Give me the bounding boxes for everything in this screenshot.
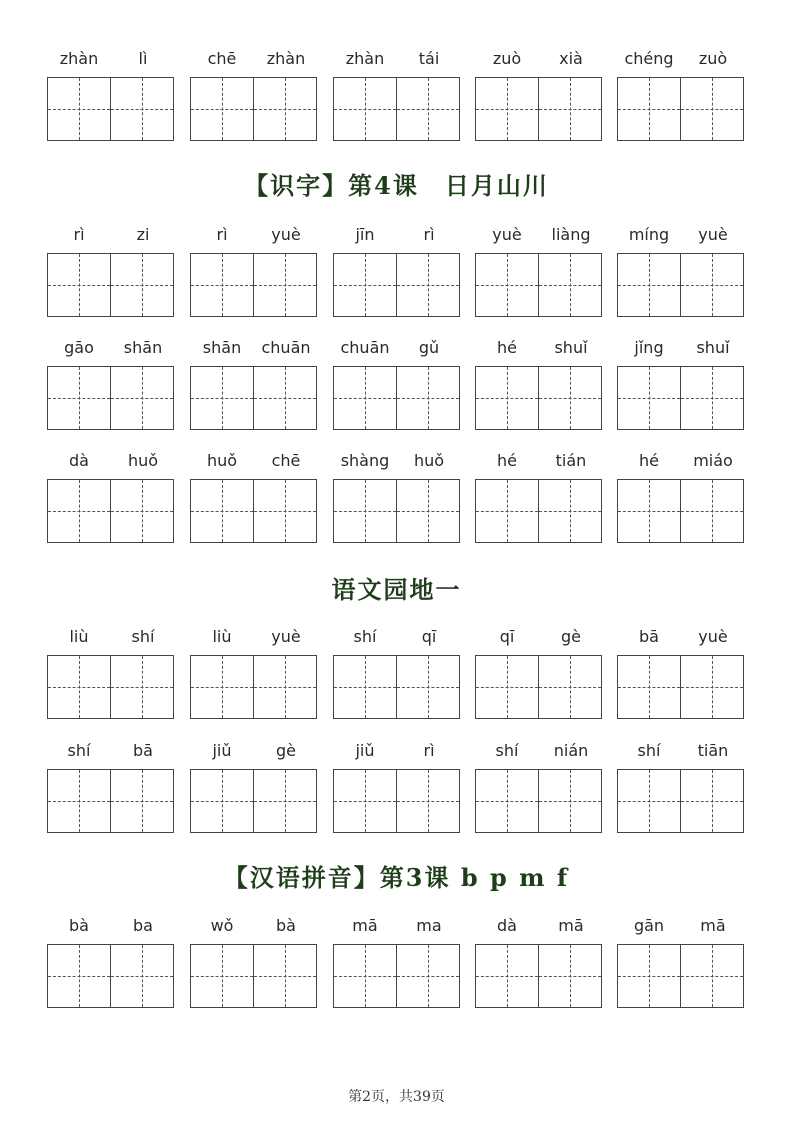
- tianzige-cell[interactable]: [190, 655, 254, 719]
- tianzige-word-box: [617, 253, 745, 317]
- pinyin-label: zuò: [698, 49, 728, 68]
- tianzige-word-box: [47, 769, 175, 833]
- tianzige-cell[interactable]: [538, 479, 602, 543]
- tianzige-word-box: [47, 944, 175, 1008]
- pinyin-line: [47, 914, 747, 940]
- pinyin-line: [47, 739, 747, 765]
- tianzige-cell[interactable]: [110, 479, 174, 543]
- tianzige-cell[interactable]: [47, 77, 111, 141]
- tianzige-cell[interactable]: [538, 655, 602, 719]
- tianzige-cell[interactable]: [617, 253, 681, 317]
- tianzige-cell[interactable]: [538, 77, 602, 141]
- pinyin-label: gān: [633, 916, 665, 935]
- tianzige-cell[interactable]: [333, 655, 397, 719]
- tianzige-cell[interactable]: [110, 655, 174, 719]
- pinyin-label: shí: [67, 741, 91, 760]
- tianzige-cell[interactable]: [396, 366, 460, 430]
- tianzige-cell[interactable]: [47, 944, 111, 1008]
- tianzige-cell[interactable]: [396, 77, 460, 141]
- tianzige-word-box: [47, 655, 175, 719]
- pinyin-label: rì: [423, 225, 435, 244]
- tianzige-cell[interactable]: [680, 944, 744, 1008]
- pinyin-label: bā: [639, 627, 659, 646]
- tianzige-cell[interactable]: [680, 769, 744, 833]
- pinyin-label: rì: [216, 225, 228, 244]
- pinyin-label: shān: [202, 338, 242, 357]
- pinyin-label: shuǐ: [696, 338, 730, 357]
- pinyin-label: wǒ: [210, 916, 234, 935]
- tianzige-word-box: [475, 769, 603, 833]
- pinyin-label: jǐng: [634, 338, 664, 357]
- pinyin-label: ma: [416, 916, 442, 935]
- pinyin-label: shān: [123, 338, 163, 357]
- pinyin-label: gāo: [64, 338, 94, 357]
- pinyin-label: huǒ: [206, 451, 238, 470]
- pinyin-label: rì: [73, 225, 85, 244]
- tianzige-word-box: [475, 77, 603, 141]
- pinyin-label: chuān: [261, 338, 311, 357]
- pinyin-label: hé: [639, 451, 659, 470]
- tianzige-cell[interactable]: [47, 366, 111, 430]
- tianzige-word-box: [47, 253, 175, 317]
- tianzige-word-box: [617, 366, 745, 430]
- pinyin-label: bà: [276, 916, 296, 935]
- tianzige-cell[interactable]: [253, 769, 317, 833]
- pinyin-label: lì: [138, 49, 148, 68]
- tianzige-cell[interactable]: [538, 769, 602, 833]
- tianzige-cell[interactable]: [475, 366, 539, 430]
- tianzige-word-box: [47, 479, 175, 543]
- lesson-heading-pinyin-3: 【汉语拼音】第3课 b p m f: [223, 863, 570, 892]
- pinyin-label: mā: [700, 916, 726, 935]
- tianzige-cell[interactable]: [680, 655, 744, 719]
- tianzige-word-box: [333, 655, 461, 719]
- tianzige-cell[interactable]: [110, 253, 174, 317]
- pinyin-label: shuǐ: [554, 338, 588, 357]
- pinyin-label: liù: [69, 627, 89, 646]
- pinyin-label: qī: [499, 627, 515, 646]
- tianzige-cell[interactable]: [110, 366, 174, 430]
- pinyin-label: chuān: [340, 338, 390, 357]
- tianzige-word-box: [333, 944, 461, 1008]
- pinyin-label: huǒ: [413, 451, 445, 470]
- tianzige-cell[interactable]: [538, 366, 602, 430]
- tianzige-cell[interactable]: [475, 479, 539, 543]
- tianzige-cell[interactable]: [333, 479, 397, 543]
- tianzige-cell[interactable]: [617, 769, 681, 833]
- pinyin-label: ba: [133, 916, 153, 935]
- tianzige-cell[interactable]: [396, 944, 460, 1008]
- tianzige-cell[interactable]: [190, 944, 254, 1008]
- tianzige-cell[interactable]: [538, 944, 602, 1008]
- pinyin-label: jiǔ: [355, 741, 375, 760]
- pinyin-row: [47, 625, 747, 725]
- tianzige-word-box: [47, 77, 175, 141]
- lesson-heading-shizi-4: 【识字】第4课 日月山川: [244, 171, 549, 200]
- tianzige-cell[interactable]: [396, 253, 460, 317]
- tianzige-cell[interactable]: [253, 366, 317, 430]
- tianzige-cell[interactable]: [47, 655, 111, 719]
- tianzige-cell[interactable]: [190, 769, 254, 833]
- pinyin-line: [47, 336, 747, 362]
- pinyin-label: zuò: [492, 49, 522, 68]
- pinyin-row: [47, 449, 747, 549]
- tianzige-word-box: [190, 253, 318, 317]
- tianzige-cell[interactable]: [47, 769, 111, 833]
- pinyin-label: chéng: [624, 49, 674, 68]
- tianzige-word-box: [475, 479, 603, 543]
- pinyin-label: shí: [637, 741, 661, 760]
- pinyin-label: jīn: [355, 225, 375, 244]
- tianzige-cell[interactable]: [333, 944, 397, 1008]
- section-heading-garden-1: 语文园地一: [331, 575, 462, 604]
- pinyin-label: liàng: [551, 225, 591, 244]
- tianzige-word-box: [333, 253, 461, 317]
- tianzige-cell[interactable]: [253, 253, 317, 317]
- pinyin-label: gǔ: [418, 338, 440, 357]
- pinyin-label: míng: [628, 225, 670, 244]
- pinyin-label: chē: [207, 49, 237, 68]
- tianzige-cell[interactable]: [617, 366, 681, 430]
- tianzige-cell[interactable]: [333, 77, 397, 141]
- pinyin-label: liù: [212, 627, 232, 646]
- pinyin-label: tái: [418, 49, 440, 68]
- tianzige-cell[interactable]: [396, 479, 460, 543]
- tianzige-cell[interactable]: [617, 944, 681, 1008]
- tianzige-word-box: [475, 655, 603, 719]
- tianzige-cell[interactable]: [475, 655, 539, 719]
- pinyin-label: bā: [133, 741, 153, 760]
- pinyin-line: [47, 449, 747, 475]
- pinyin-label: gè: [561, 627, 581, 646]
- tianzige-cell[interactable]: [190, 479, 254, 543]
- pinyin-label: qī: [421, 627, 437, 646]
- pinyin-row: [47, 739, 747, 839]
- tianzige-cell[interactable]: [253, 479, 317, 543]
- tianzige-cell[interactable]: [110, 77, 174, 141]
- tianzige-word-box: [333, 366, 461, 430]
- tianzige-cell[interactable]: [680, 366, 744, 430]
- pinyin-label: yuè: [698, 225, 728, 244]
- pinyin-label: xià: [559, 49, 583, 68]
- pinyin-label: nián: [553, 741, 589, 760]
- pinyin-line: [47, 625, 747, 651]
- tianzige-cell[interactable]: [475, 253, 539, 317]
- pinyin-label: yuè: [271, 627, 301, 646]
- tianzige-cell[interactable]: [253, 944, 317, 1008]
- tianzige-cell[interactable]: [333, 366, 397, 430]
- tianzige-cell[interactable]: [475, 77, 539, 141]
- tianzige-cell[interactable]: [333, 253, 397, 317]
- tianzige-cell[interactable]: [190, 253, 254, 317]
- tianzige-word-box: [475, 366, 603, 430]
- pinyin-label: zhàn: [345, 49, 385, 68]
- tianzige-cell[interactable]: [47, 479, 111, 543]
- tianzige-word-box: [617, 479, 745, 543]
- pinyin-label: jiǔ: [212, 741, 232, 760]
- tianzige-cell[interactable]: [538, 253, 602, 317]
- tianzige-word-box: [475, 253, 603, 317]
- pinyin-label: zhàn: [266, 49, 306, 68]
- pinyin-row: [47, 47, 747, 147]
- tianzige-word-box: [190, 769, 318, 833]
- tianzige-cell[interactable]: [190, 366, 254, 430]
- pinyin-label: tián: [555, 451, 587, 470]
- tianzige-cell[interactable]: [617, 655, 681, 719]
- tianzige-cell[interactable]: [617, 77, 681, 141]
- tianzige-cell[interactable]: [396, 769, 460, 833]
- tianzige-word-box: [617, 655, 745, 719]
- pinyin-label: yuè: [492, 225, 522, 244]
- tianzige-word-box: [190, 479, 318, 543]
- tianzige-word-box: [617, 944, 745, 1008]
- pinyin-label: gè: [276, 741, 296, 760]
- tianzige-word-box: [47, 366, 175, 430]
- pinyin-label: bà: [69, 916, 89, 935]
- tianzige-cell[interactable]: [475, 769, 539, 833]
- tianzige-cell[interactable]: [475, 944, 539, 1008]
- pinyin-label: dà: [69, 451, 89, 470]
- pinyin-label: hé: [497, 338, 517, 357]
- page-footer: 第2页，共39页: [348, 1089, 445, 1105]
- pinyin-line: [47, 223, 747, 249]
- tianzige-cell[interactable]: [680, 479, 744, 543]
- pinyin-label: mā: [352, 916, 378, 935]
- pinyin-label: chē: [271, 451, 301, 470]
- tianzige-cell[interactable]: [110, 769, 174, 833]
- pinyin-label: yuè: [698, 627, 728, 646]
- pinyin-label: yuè: [271, 225, 301, 244]
- pinyin-label: tiān: [697, 741, 729, 760]
- tianzige-cell[interactable]: [253, 77, 317, 141]
- tianzige-word-box: [475, 944, 603, 1008]
- tianzige-word-box: [190, 944, 318, 1008]
- tianzige-cell[interactable]: [617, 479, 681, 543]
- tianzige-word-box: [617, 77, 745, 141]
- tianzige-word-box: [190, 77, 318, 141]
- tianzige-cell[interactable]: [680, 253, 744, 317]
- tianzige-word-box: [333, 769, 461, 833]
- pinyin-label: zi: [136, 225, 150, 244]
- tianzige-cell[interactable]: [47, 253, 111, 317]
- pinyin-label: huǒ: [127, 451, 159, 470]
- tianzige-word-box: [333, 479, 461, 543]
- tianzige-word-box: [617, 769, 745, 833]
- tianzige-word-box: [190, 366, 318, 430]
- pinyin-row: [47, 223, 747, 323]
- pinyin-label: shí: [495, 741, 519, 760]
- tianzige-cell[interactable]: [333, 769, 397, 833]
- pinyin-row: [47, 914, 747, 1014]
- pinyin-label: miáo: [693, 451, 733, 470]
- pinyin-label: hé: [497, 451, 517, 470]
- pinyin-label: shí: [131, 627, 155, 646]
- pinyin-label: zhàn: [59, 49, 99, 68]
- tianzige-cell[interactable]: [110, 944, 174, 1008]
- pinyin-label: mā: [558, 916, 584, 935]
- pinyin-label: shàng: [340, 451, 390, 470]
- tianzige-cell[interactable]: [253, 655, 317, 719]
- tianzige-word-box: [190, 655, 318, 719]
- pinyin-line: [47, 47, 747, 73]
- tianzige-cell[interactable]: [396, 655, 460, 719]
- tianzige-cell[interactable]: [680, 77, 744, 141]
- tianzige-word-box: [333, 77, 461, 141]
- pinyin-row: [47, 336, 747, 436]
- pinyin-label: rì: [423, 741, 435, 760]
- pinyin-label: shí: [353, 627, 377, 646]
- tianzige-cell[interactable]: [190, 77, 254, 141]
- pinyin-label: dà: [497, 916, 517, 935]
